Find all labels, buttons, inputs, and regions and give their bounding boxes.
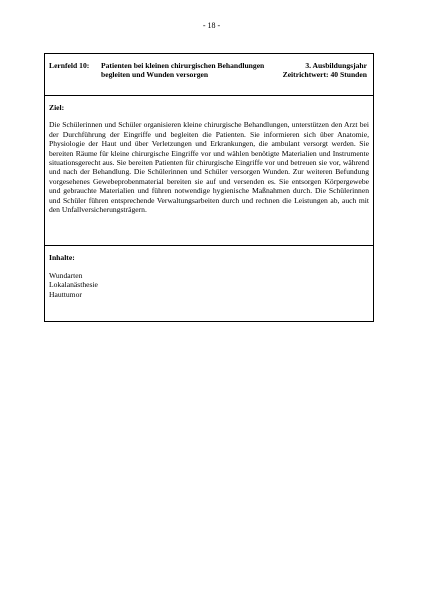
inhalte-list — [49, 271, 369, 300]
inhalte-item: Hauttumor — [49, 289, 82, 299]
inhalte-section — [45, 245, 373, 321]
lernfeld-meta — [283, 61, 367, 80]
ziel-label: Ziel: — [49, 103, 65, 112]
ziel-text: Die Schülerinnen und Schüler organisieren kleine chirurgische Behandlungen, unterstützen den Arzt bei der Durchführung der Eingriffe und begleiten die Patienten. Sie informieren sich über Anatomie, Physiologie der Haut und über Verletzungen und Erkrankungen, die ambulant versorgt werden. Sie bereiten Räume für kleine chirurgische Eingriffe vor und wählen benötigte Materialien und Instrumente situationsgerecht aus. Sie bereiten Patienten für chirurgische Eingriffe vor und betreuen sie vor, während und nach der Behandlung. Die Schülerinnen und Schüler versorgen Wunden. Zur weiteren Befundung vorgesehenes Gewebeprobenmaterial bereiten sie auf und versenden es. Sie entsorgen Körpergewebe und gebrauchte Materialien und führen notwendige hygienische Maßnahmen durch. Die Schülerinnen und Schüler führen entsprechende Verwaltungsarbeiten durch und rechnen die Leistungen ab, auch mit den Unfallversicherungsträgern. — [49, 120, 369, 215]
lernfeld-title: Patienten bei kleinen chirurgischen Behandlungen begleiten und Wunden versorgen — [101, 61, 265, 80]
inhalte-item: Wundarten — [49, 270, 83, 280]
ziel-section — [45, 95, 373, 245]
lernfeld-number: Lernfeld 10: — [49, 61, 90, 70]
ausbildungsjahr: 3. Ausbildungsjahr — [305, 61, 367, 70]
inhalte-label: Inhalte: — [49, 253, 75, 262]
page-number: - 18 - — [202, 21, 221, 30]
inhalte-item: Lokalanästhesie — [49, 280, 98, 290]
zeitrichtwert: Zeitrichtwert: 40 Stunden — [282, 70, 367, 80]
lernfeld-header — [45, 54, 373, 95]
lernfeld-table — [44, 53, 374, 322]
